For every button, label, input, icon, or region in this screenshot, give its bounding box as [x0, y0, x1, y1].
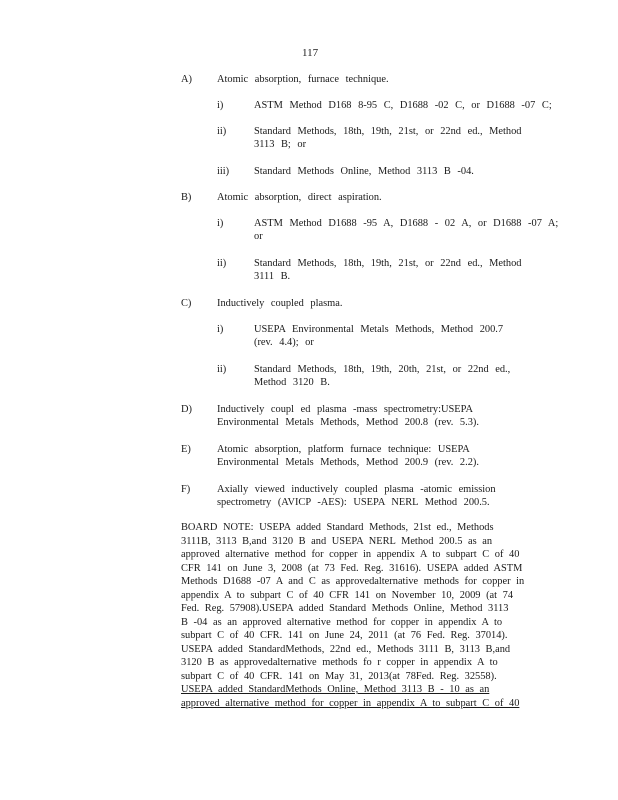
item-label: E)	[181, 444, 191, 455]
item-label: D)	[181, 404, 192, 415]
item-text: ASTM Method D1688 -95 A, D1688 - 02 A, or D1688 -07 A; or	[254, 218, 559, 242]
page-number: 117	[302, 47, 319, 59]
item-label: C)	[181, 298, 192, 309]
board-note-line: approved alternative method for copper in appendix A to subpart C of 40	[181, 549, 520, 560]
item-label: F)	[181, 484, 191, 495]
board-note-line: 3111B, 3113 B,and 3120 B and USEPA NERL Method 200.5 as an	[181, 535, 493, 547]
item-text: USEPA Environmental Metals Methods, Method 200.7 (rev. 4.4); or	[254, 324, 504, 348]
item-text: Inductively coupl ed plasma -mass spectrometry:USEPA Environmental Metals Methods, Method 200.8 (rev. 5.3).	[217, 404, 479, 428]
item-label: A)	[181, 74, 192, 85]
board-note	[181, 521, 525, 710]
board-note-line: 3120 B as approvedalternative methods fo r copper in appendix A to	[181, 657, 498, 668]
item-text: Standard Methods, 18th, 19th, 21st, or 22nd ed., Method 3113 B; or	[254, 126, 522, 150]
item-text: Standard Methods, 18th, 19th, 20th, 21st, or 22nd ed., Method 3120 B.	[254, 364, 511, 388]
item-text: Axially viewed inductively coupled plasma -atomic emission spectrometry (AVICP -AES): USEPA NERL Method 200.5.	[217, 484, 496, 508]
board-note-line: Fed. Reg. 57908).USEPA added Standard Methods Online, Method 3113	[181, 603, 509, 614]
board-note-line: appendix A to subpart C of 40 CFR 141 on November 10, 2009 (at 74	[181, 589, 514, 601]
item-label: i)	[217, 218, 224, 229]
item-text: ASTM Method D168 8-95 C, D1688 -02 C, or D1688 -07 C;	[254, 100, 552, 111]
board-note-line: subpart C of 40 CFR. 141 on June 24, 2011 (at 76 Fed. Reg. 37014).	[181, 630, 508, 641]
item-text: Atomic absorption, platform furnace technique: USEPA Environmental Metals Methods, Method 200.9 (rev. 2.2).	[217, 444, 479, 468]
item-label: i)	[217, 100, 224, 111]
item-text: Inductively coupled plasma.	[217, 298, 343, 309]
item-label: ii)	[217, 364, 227, 375]
board-note-line: USEPA added StandardMethods, 22nd ed., Methods 3111 B, 3113 B,and	[181, 643, 511, 655]
board-note-line-underlined: approved alternative method for copper in appendix A to subpart C of 40	[181, 697, 520, 709]
item-text: Standard Methods, 18th, 19th, 21st, or 22nd ed., Method 3111 B.	[254, 258, 522, 282]
item-label: iii)	[217, 166, 230, 177]
board-note-line: CFR 141 on June 3, 2008 (at 73 Fed. Reg. 31616). USEPA added ASTM	[181, 562, 523, 574]
item-label: ii)	[217, 126, 227, 137]
item-text: Atomic absorption, direct aspiration.	[217, 192, 382, 203]
board-note-line-underlined: USEPA added StandardMethods Online, Method 3113 B - 10 as an	[181, 684, 490, 695]
item-label: ii)	[217, 258, 227, 269]
item-text: Standard Methods Online, Method 3113 B -04.	[254, 166, 474, 177]
item-label: B)	[181, 192, 192, 203]
item-label: i)	[217, 324, 224, 335]
board-note-line: Methods D1688 -07 A and C as approvedalternative methods for copper in	[181, 576, 525, 587]
item-text: Atomic absorption, furnace technique.	[217, 74, 389, 85]
board-note-line: BOARD NOTE: USEPA added Standard Methods, 21st ed., Methods	[181, 522, 494, 533]
board-note-line: B -04 as an approved alternative method for copper in appendix A to	[181, 616, 503, 628]
board-note-line: subpart C of 40 CFR. 141 on May 31, 2013(at 78Fed. Reg. 32558).	[181, 670, 497, 682]
